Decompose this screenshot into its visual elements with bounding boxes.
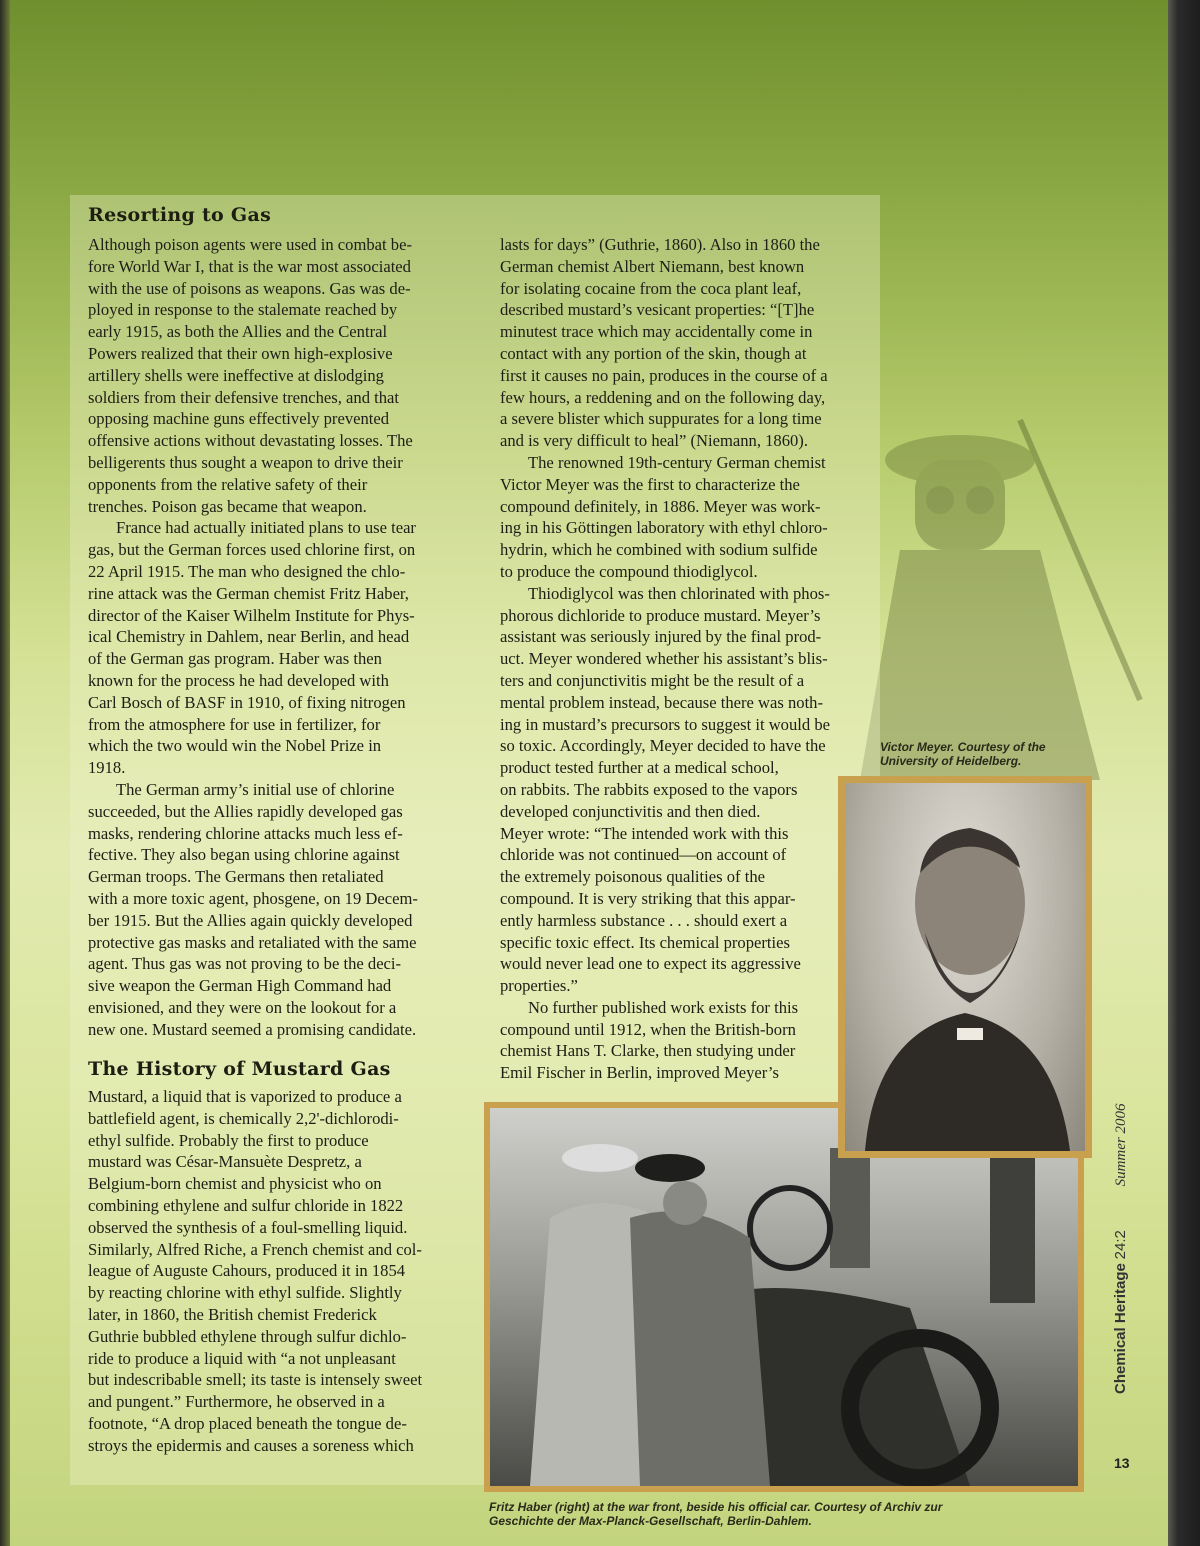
text-line: Carl Bosch of BASF in 1910, of fixing nitrogen	[88, 692, 406, 712]
text-line: The German army’s initial use of chlorine	[116, 779, 395, 799]
section-heading-resorting-to-gas: Resorting to Gas	[88, 204, 272, 226]
text-line: would never lead one to expect its aggressive	[500, 954, 801, 974]
issue-number: 24:2	[1112, 1230, 1129, 1260]
text-line: German chemist Albert Niemann, best known	[500, 256, 805, 276]
article-column-1	[88, 234, 418, 1040]
text-line: agent. Thus gas was not proving to be the deci-	[88, 954, 402, 974]
text-line: director of the Kaiser Wilhelm Institute for Phys-	[88, 605, 415, 625]
gas-mask-soldier-background-image	[840, 400, 1170, 780]
article-column-1-continued	[88, 1086, 422, 1457]
text-line: Similarly, Alfred Riche, a French chemist and col-	[88, 1239, 422, 1259]
text-line: belligerents thus sought a weapon to drive their	[88, 452, 403, 472]
text-line: by reacting chlorine with ethyl sulfide. Slightly	[88, 1283, 402, 1303]
text-line: ently harmless substance . . . should exert a	[500, 910, 788, 930]
text-line: new one. Mustard seemed a promising candidate.	[88, 1019, 417, 1039]
text-line: succeeded, but the Allies rapidly developed gas	[88, 801, 403, 821]
haber-photo-illustration	[490, 1108, 1078, 1486]
text-line: Although poison agents were used in combat be-	[88, 235, 412, 254]
text-line: Victor Meyer was the first to characterize the	[500, 474, 800, 494]
text-line: developed conjunctivitis and then died.	[500, 801, 761, 821]
text-line: specific toxic effect. Its chemical properties	[500, 932, 790, 952]
text-line: ride to produce a liquid with “a not unpleasant	[88, 1348, 396, 1368]
text-line: first it causes no pain, produces in the course of a	[500, 365, 828, 385]
text-line: of the German gas program. Haber was then	[88, 649, 382, 669]
caption-line: University of Heidelberg.	[880, 754, 1022, 768]
text-line: ters and conjunctivitis might be the result of a	[500, 670, 805, 690]
page-number: 13	[1114, 1455, 1130, 1471]
text-line: ing in mustard’s precursors to suggest it would be	[500, 714, 830, 734]
text-line: league of Auguste Cahours, produced it in 1854	[88, 1261, 406, 1281]
text-line: footnote, “A drop placed beneath the tongue de-	[88, 1413, 407, 1433]
text-line: a severe blister which suppurates for a long time	[500, 409, 822, 429]
text-line: ical Chemistry in Dahlem, near Berlin, and head	[88, 627, 410, 647]
text-line: sive weapon the German High Command had	[88, 976, 392, 996]
text-line: mental problem instead, because there was noth-	[500, 692, 824, 712]
text-line: few hours, a reddening and on the following day,	[500, 387, 826, 407]
section-heading-history-of-mustard-gas: The History of Mustard Gas	[88, 1058, 391, 1080]
text-line: minutest trace which may accidentally come in	[500, 322, 813, 342]
text-line: compound until 1912, when the British-born	[500, 1019, 796, 1039]
text-line: envisioned, and they were on the lookout for a	[88, 997, 397, 1017]
text-line: 22 April 1915. The man who designed the chlo-	[88, 561, 406, 581]
text-line: chloride was not continued—on account of	[500, 845, 787, 865]
text-line: ployed in response to the stalemate reached by	[88, 300, 398, 320]
text-line: the extremely poisonous qualities of the	[500, 867, 765, 887]
text-line: artillery shells were ineffective at dislodging	[88, 365, 384, 385]
text-line: gas, but the German forces used chlorine first, on	[88, 540, 416, 560]
text-line: ber 1915. But the Allies again quickly developed	[88, 910, 413, 930]
text-line: hydrin, which he combined with sodium sulfide	[500, 540, 818, 560]
text-line: early 1915, as both the Allies and the Central	[88, 322, 388, 342]
text-line: product tested further at a medical school,	[500, 758, 779, 778]
text-line: observed the synthesis of a foul-smelling liquid.	[88, 1217, 408, 1237]
text-line: Thiodiglycol was then chlorinated with phos-	[528, 583, 830, 603]
text-line: Meyer wrote: “The intended work with this	[500, 823, 789, 843]
text-line: so toxic. Accordingly, Meyer decided to have the	[500, 736, 826, 756]
text-line: contact with any portion of the skin, though at	[500, 343, 807, 363]
text-line: rine attack was the German chemist Fritz Haber,	[88, 583, 409, 603]
text-line: Mustard, a liquid that is vaporized to produce a	[88, 1087, 402, 1106]
caption-line: Fritz Haber (right) at the war front, beside his official car. Courtesy of Archiv zur	[489, 1500, 943, 1514]
text-line: described mustard’s vesicant properties: “[T]he	[500, 300, 815, 320]
text-line: properties.”	[500, 976, 578, 996]
text-line: for isolating cocaine from the coca plant leaf,	[500, 278, 802, 298]
article-column-2	[500, 234, 830, 1084]
issue-season: Summer 2006	[1113, 1103, 1129, 1187]
text-line: protective gas masks and retaliated with the same	[88, 932, 417, 952]
text-line: opposing machine guns effectively prevented	[88, 409, 390, 429]
text-line: uct. Meyer wondered whether his assistant’s blis-	[500, 649, 828, 669]
text-line: Belgium-born chemist and physicist who on	[88, 1174, 382, 1194]
text-line: stroys the epidermis and causes a soreness which	[88, 1435, 414, 1455]
haber-photo-caption	[489, 1500, 942, 1528]
text-line: Powers realized that their own high-explosive	[88, 343, 393, 363]
text-line: soldiers from their defensive trenches, and that	[88, 387, 400, 407]
text-line: on rabbits. The rabbits exposed to the vapors	[500, 779, 798, 799]
text-line: masks, rendering chlorine attacks much less ef-	[88, 823, 403, 843]
text-line: phorous dichloride to produce mustard. Meyer’s	[500, 605, 821, 625]
text-line: with the use of poisons as weapons. Gas was de-	[88, 278, 411, 298]
text-line: fore World War I, that is the war most associated	[88, 256, 411, 276]
text-line: Guthrie bubbled ethylene through sulfur dichlo-	[88, 1326, 407, 1346]
text-line: offensive actions without devastating losses. The	[88, 431, 413, 451]
text-line: from the atmosphere for use in fertilizer, for	[88, 714, 381, 734]
text-line: later, in 1860, the British chemist Frederick	[88, 1304, 377, 1324]
victor-meyer-portrait-photo	[845, 783, 1085, 1151]
text-line: mustard was César-Mansuète Despretz, a	[88, 1152, 362, 1172]
text-line: opponents from the relative safety of their	[88, 474, 368, 494]
text-line: No further published work exists for this	[528, 997, 799, 1017]
magazine-title: Chemical Heritage	[1112, 1263, 1129, 1394]
text-line: with a more toxic agent, phosgene, on 19 Decem-	[88, 888, 418, 908]
binding-edge-left	[0, 0, 10, 1546]
meyer-photo-caption	[880, 740, 1046, 768]
text-line: combining ethylene and sulfur chloride in 1822	[88, 1195, 404, 1215]
text-line: and pungent.” Furthermore, he observed in a	[88, 1392, 385, 1412]
caption-line: Geschichte der Max-Planck-Gesellschaft, Berlin-Dahlem.	[489, 1514, 812, 1528]
text-line: France had actually initiated plans to use tear	[116, 518, 416, 538]
text-line: which the two would win the Nobel Prize in	[88, 736, 382, 756]
text-line: compound definitely, in 1886. Meyer was work-	[500, 496, 821, 516]
text-line: Emil Fischer in Berlin, improved Meyer’s	[500, 1063, 779, 1083]
text-line: fective. They also began using chlorine against	[88, 845, 400, 865]
text-line: 1918.	[88, 758, 126, 778]
text-line: assistant was seriously injured by the final prod-	[500, 627, 822, 647]
caption-line: Victor Meyer. Courtesy of the	[880, 740, 1046, 754]
binding-edge-right	[1168, 0, 1200, 1546]
meyer-portrait-illustration	[845, 783, 1085, 1151]
haber-at-war-front-photo	[490, 1108, 1078, 1486]
text-line: to produce the compound thiodiglycol.	[500, 561, 758, 581]
text-line: German troops. The Germans then retaliated	[88, 867, 384, 887]
text-line: ethyl sulfide. Probably the first to produce	[88, 1130, 369, 1150]
text-line: lasts for days” (Guthrie, 1860). Also in 1860 the	[500, 235, 820, 254]
text-line: ing in his Göttingen laboratory with ethyl chloro-	[500, 518, 828, 538]
text-line: known for the process he had developed with	[88, 670, 389, 690]
magazine-issue-sidebar	[1112, 1103, 1130, 1394]
text-line: battlefield agent, is chemically 2,2'-dichlorodi-	[88, 1108, 399, 1128]
text-line: but indescribable smell; its taste is intensely sweet	[88, 1370, 423, 1390]
text-line: compound. It is very striking that this appar-	[500, 888, 796, 908]
text-line: The renowned 19th-century German chemist	[528, 452, 826, 472]
text-line: chemist Hans T. Clarke, then studying under	[500, 1041, 796, 1061]
text-line: and is very difficult to heal” (Niemann, 1860).	[500, 431, 808, 451]
text-line: trenches. Poison gas became that weapon.	[88, 496, 367, 516]
